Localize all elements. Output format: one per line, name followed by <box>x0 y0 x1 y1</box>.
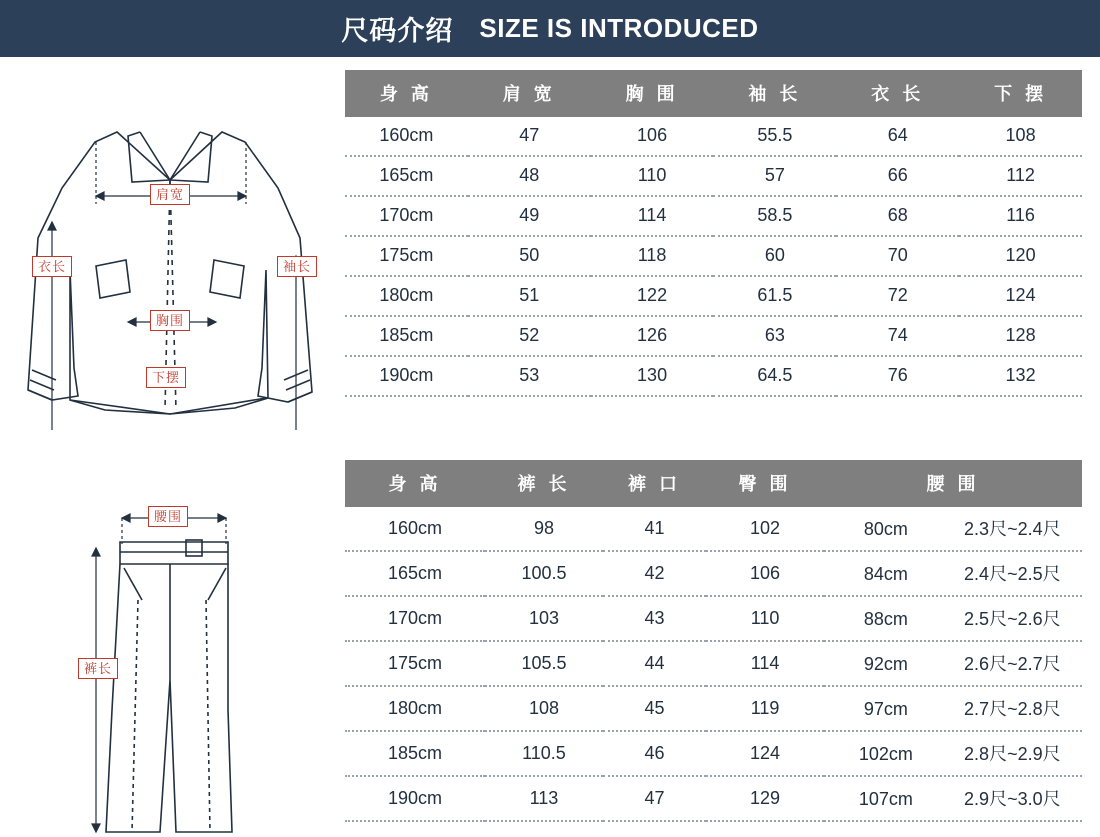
cell: 114 <box>591 196 714 236</box>
jacket-table-wrap <box>345 70 1100 430</box>
jacket-table-body <box>345 117 1082 396</box>
cell: 165cm <box>345 156 468 196</box>
pants-col-0: 身 高 <box>345 460 485 507</box>
waist-chi: 2.4尺~2.5尺 <box>964 564 1061 584</box>
jacket-header-row <box>345 70 1082 117</box>
label-clothing-length: 衣长 <box>32 256 72 277</box>
label-chest: 胸围 <box>150 310 190 331</box>
table-row <box>345 117 1082 156</box>
waist-chi: 2.3尺~2.4尺 <box>964 519 1061 539</box>
cell: 106 <box>591 117 714 156</box>
page-title-en: SIZE IS INTRODUCED <box>479 13 759 43</box>
cell: 42 <box>603 551 706 596</box>
cell: 102 <box>706 507 824 551</box>
jacket-section <box>0 70 1100 430</box>
cell: 132 <box>959 356 1082 396</box>
table-row <box>345 551 1082 596</box>
table-row <box>345 196 1082 236</box>
jacket-size-table <box>345 70 1082 397</box>
cell: 45 <box>603 686 706 731</box>
table-row <box>345 641 1082 686</box>
cell: 66 <box>836 156 959 196</box>
jacket-figure <box>0 70 345 430</box>
cell: 170cm <box>345 596 485 641</box>
waist-chi: 2.6尺~2.7尺 <box>964 654 1061 674</box>
cell: 41 <box>603 507 706 551</box>
cell: 63 <box>713 316 836 356</box>
jacket-col-4: 衣 长 <box>836 70 959 117</box>
cell-waist <box>824 686 1082 731</box>
cell: 129 <box>706 776 824 821</box>
cell: 160cm <box>345 117 468 156</box>
table-row <box>345 236 1082 276</box>
cell: 57 <box>713 156 836 196</box>
cell: 49 <box>468 196 591 236</box>
jacket-col-2: 胸 围 <box>591 70 714 117</box>
jacket-col-0: 身 高 <box>345 70 468 117</box>
jacket-col-1: 肩 宽 <box>468 70 591 117</box>
label-hem: 下摆 <box>146 367 186 388</box>
table-row <box>345 731 1082 776</box>
cell: 61.5 <box>713 276 836 316</box>
waist-chi: 2.8尺~2.9尺 <box>964 744 1061 764</box>
cell: 185cm <box>345 316 468 356</box>
table-row <box>345 686 1082 731</box>
cell: 70 <box>836 236 959 276</box>
cell: 58.5 <box>713 196 836 236</box>
cell: 103 <box>485 596 603 641</box>
cell: 50 <box>468 236 591 276</box>
cell: 52 <box>468 316 591 356</box>
cell: 113 <box>485 776 603 821</box>
cell: 48 <box>468 156 591 196</box>
waist-cm: 107cm <box>858 789 913 809</box>
cell: 55.5 <box>713 117 836 156</box>
pants-table-head <box>345 460 1082 507</box>
cell: 60 <box>713 236 836 276</box>
cell-waist <box>824 731 1082 776</box>
cell: 51 <box>468 276 591 316</box>
pants-figure <box>0 460 345 837</box>
cell: 47 <box>468 117 591 156</box>
waist-cm: 92cm <box>863 654 908 674</box>
cell: 160cm <box>345 507 485 551</box>
cell: 112 <box>959 156 1082 196</box>
cell: 72 <box>836 276 959 316</box>
waist-cm: 84cm <box>863 564 908 584</box>
cell: 105.5 <box>485 641 603 686</box>
cell: 124 <box>706 731 824 776</box>
cell-waist <box>824 596 1082 641</box>
cell: 180cm <box>345 276 468 316</box>
cell: 124 <box>959 276 1082 316</box>
table-row <box>345 776 1082 821</box>
jacket-col-3: 袖 长 <box>713 70 836 117</box>
cell: 74 <box>836 316 959 356</box>
jacket-table-head <box>345 70 1082 117</box>
cell: 122 <box>591 276 714 316</box>
table-row <box>345 276 1082 316</box>
cell: 190cm <box>345 776 485 821</box>
cell: 108 <box>959 117 1082 156</box>
cell: 46 <box>603 731 706 776</box>
waist-cm: 88cm <box>863 609 908 629</box>
cell: 68 <box>836 196 959 236</box>
cell: 175cm <box>345 236 468 276</box>
pants-col-1: 裤 长 <box>485 460 603 507</box>
label-shoulder-width: 肩宽 <box>150 184 190 205</box>
cell: 119 <box>706 686 824 731</box>
cell: 110.5 <box>485 731 603 776</box>
label-sleeve-length: 袖长 <box>277 256 317 277</box>
cell: 43 <box>603 596 706 641</box>
table-row <box>345 356 1082 396</box>
cell: 64 <box>836 117 959 156</box>
table-row <box>345 596 1082 641</box>
cell-waist <box>824 507 1082 551</box>
pants-col-2: 裤 口 <box>603 460 706 507</box>
waist-cm: 97cm <box>863 699 908 719</box>
cell: 118 <box>591 236 714 276</box>
cell: 64.5 <box>713 356 836 396</box>
cell: 170cm <box>345 196 468 236</box>
cell: 100.5 <box>485 551 603 596</box>
cell: 165cm <box>345 551 485 596</box>
pants-col-4: 腰 围 <box>824 460 1082 507</box>
cell: 180cm <box>345 686 485 731</box>
cell: 120 <box>959 236 1082 276</box>
cell-waist <box>824 776 1082 821</box>
pants-header-row <box>345 460 1082 507</box>
pants-table-body <box>345 507 1082 821</box>
cell: 106 <box>706 551 824 596</box>
cell: 185cm <box>345 731 485 776</box>
waist-cm: 102cm <box>858 744 913 764</box>
cell: 110 <box>706 596 824 641</box>
cell: 76 <box>836 356 959 396</box>
cell: 126 <box>591 316 714 356</box>
waist-chi: 2.9尺~3.0尺 <box>964 789 1061 809</box>
waist-chi: 2.7尺~2.8尺 <box>964 699 1061 719</box>
table-row <box>345 507 1082 551</box>
table-row <box>345 156 1082 196</box>
pants-col-3: 臀 围 <box>706 460 824 507</box>
pants-section <box>0 460 1100 837</box>
cell: 98 <box>485 507 603 551</box>
cell: 116 <box>959 196 1082 236</box>
cell: 190cm <box>345 356 468 396</box>
label-waist: 腰围 <box>148 506 188 527</box>
cell: 114 <box>706 641 824 686</box>
cell-waist <box>824 551 1082 596</box>
cell: 128 <box>959 316 1082 356</box>
cell: 53 <box>468 356 591 396</box>
label-pant-length: 裤长 <box>78 658 118 679</box>
cell-waist <box>824 641 1082 686</box>
table-row <box>345 316 1082 356</box>
cell: 130 <box>591 356 714 396</box>
jacket-col-5: 下 摆 <box>959 70 1082 117</box>
page-title-cn: 尺码介绍 <box>341 16 454 46</box>
cell: 175cm <box>345 641 485 686</box>
waist-cm: 80cm <box>863 519 908 539</box>
pants-table-wrap <box>345 460 1100 837</box>
cell: 108 <box>485 686 603 731</box>
page-header <box>0 0 1100 57</box>
waist-chi: 2.5尺~2.6尺 <box>964 609 1061 629</box>
cell: 44 <box>603 641 706 686</box>
cell: 47 <box>603 776 706 821</box>
cell: 110 <box>591 156 714 196</box>
pants-size-table <box>345 460 1082 822</box>
